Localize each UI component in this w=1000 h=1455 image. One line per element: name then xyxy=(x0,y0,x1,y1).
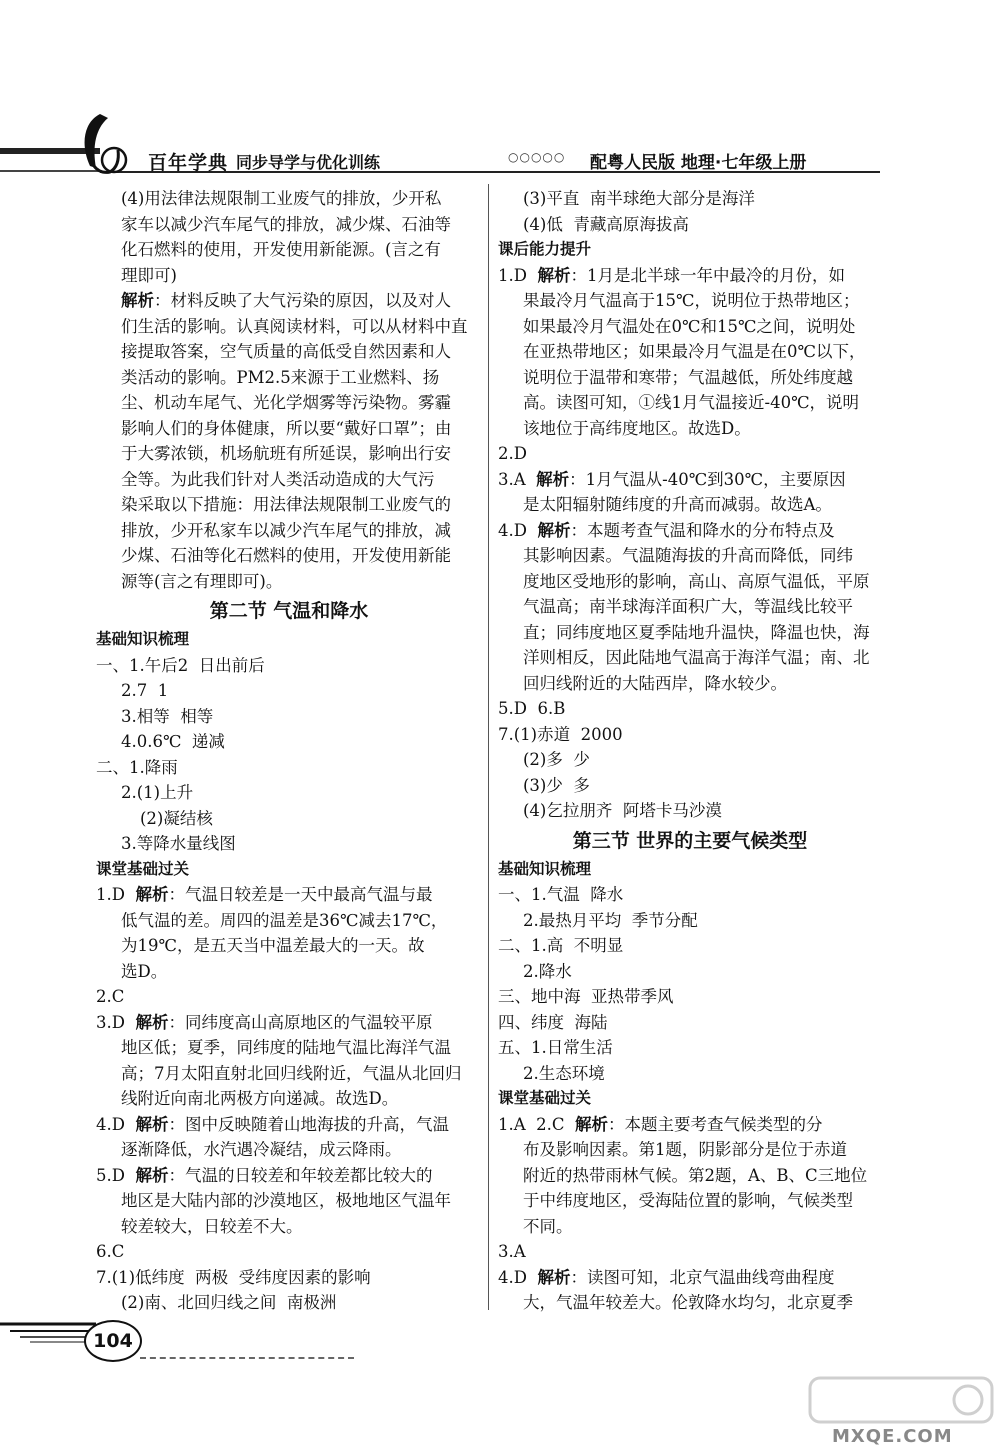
text-line: (4)用法律法规限制工业废气的排放，少开私 xyxy=(121,189,442,208)
text-line: 五、1.日常生活 xyxy=(498,1038,613,1057)
answer-prefix: 3.A xyxy=(498,469,537,489)
text-line: 是太阳辐射随纬度的升高而减弱。故选A。 xyxy=(523,495,832,514)
text-line: 如果最冷月气温处在0℃和15℃之间，说明处 xyxy=(523,316,856,336)
answer-prefix: 1.D xyxy=(96,885,136,904)
line-text: ：气温的日较差和年较差都比较大的 xyxy=(168,1165,433,1185)
section-heading: 第三节 世界的主要气候类型 xyxy=(572,829,808,852)
feather-logo-icon xyxy=(70,110,130,180)
text-line: 该地位于高纬度地区。故选D。 xyxy=(523,418,751,438)
analysis-label: 解析 xyxy=(537,265,571,285)
text-line: 2.生态环境 xyxy=(523,1063,605,1083)
text-line: 化石燃料的使用，开发使用新能源。(言之有 xyxy=(121,240,441,259)
subsection-heading: 课后能力提升 xyxy=(498,240,592,258)
line-text: ：本题考查气温和降水的分布特点及 xyxy=(570,520,835,540)
text-line: 四、纬度 海陆 xyxy=(498,1012,608,1032)
footer-dashed-line xyxy=(140,1357,354,1359)
text-line: 于中纬度地区，受海陆位置的影响，气候类型 xyxy=(523,1191,853,1210)
text-line: (3)少 多 xyxy=(523,775,590,795)
text-line: (3)平直 南半球绝大部分是海洋 xyxy=(523,189,755,208)
text-line: (2)多 少 xyxy=(523,750,590,769)
page-number: 104 xyxy=(84,1320,142,1362)
answer-prefix: 4.D xyxy=(498,520,538,540)
subsection-heading: 基础知识梳理 xyxy=(498,859,592,878)
text-line: 3.A xyxy=(498,1242,526,1261)
answer-prefix: 5.D xyxy=(96,1165,136,1185)
text-line: 于大雾浓锁，机场航班有所延误，影响出行安 xyxy=(121,444,451,463)
text-line: 源等(言之有理即可)。 xyxy=(121,571,283,591)
text-line: 2.C xyxy=(96,987,125,1006)
text-line: (4)乞拉朋齐 阿塔卡马沙漠 xyxy=(523,801,722,820)
text-line xyxy=(498,467,882,493)
right-column xyxy=(498,186,882,1316)
text-line: 全等。为此我们针对人类活动造成的大气污 xyxy=(121,469,435,489)
text-line: 5.D 6.B xyxy=(498,699,566,718)
analysis-label: 解析 xyxy=(537,1267,571,1287)
text-line: (2)凝结核 xyxy=(140,808,213,828)
text-line: 排放，少开私家车以减少汽车尾气的排放，减 xyxy=(121,520,451,540)
analysis-label: 解析 xyxy=(135,1114,169,1134)
subsection-heading: 课堂基础过关 xyxy=(96,859,190,878)
text-line xyxy=(96,1010,482,1036)
text-line: 2.D xyxy=(498,444,527,463)
line-text: ：气温日较差是一天中最高气温与最 xyxy=(168,885,433,904)
subsection-heading: 基础知识梳理 xyxy=(96,630,190,648)
line-text: ：1月是北半球一年中最冷的月份，如 xyxy=(570,265,845,285)
text-line xyxy=(498,1265,882,1291)
text-line: 布及影响因素。第1题，阴影部分是位于赤道 xyxy=(523,1140,847,1159)
text-line: 度地区受地形的影响，高山、高原气温低，平原 xyxy=(523,571,870,591)
section-heading: 第二节 气温和降水 xyxy=(209,600,369,622)
line-text: ：读图可知，北京气温曲线弯曲程度 xyxy=(570,1267,835,1287)
analysis-label: 解析 xyxy=(536,469,570,489)
text-line: 说明位于温带和寒带；气温越低，所处纬度越 xyxy=(523,367,853,387)
text-line: 附近的热带雨林气候。第2题，A、B、C三地位 xyxy=(523,1165,868,1185)
text-line: 较差较大，日较差不大。 xyxy=(121,1216,303,1236)
text-line: 高；7月太阳直射北回归线附近，气温从北回归 xyxy=(121,1063,462,1083)
line-text: ：本题主要考查气候类型的分 xyxy=(608,1114,823,1134)
answer-prefix: 3.D xyxy=(96,1012,136,1032)
answer-prefix: 4.D xyxy=(498,1267,538,1287)
text-line: 为19℃，是五天当中温差最大的一天。故 xyxy=(121,936,425,955)
analysis-label: 解析 xyxy=(135,885,169,904)
text-line: 不同。 xyxy=(523,1216,573,1236)
text-line xyxy=(498,1112,882,1138)
line-text: ：同纬度高山高原地区的气温较平原 xyxy=(168,1012,433,1032)
text-line: 2.(1)上升 xyxy=(121,783,194,802)
header-subtitle: 同步导学与优化训练 xyxy=(236,153,381,172)
text-line: 类活动的影响。PM2.5来源于工业燃料、扬 xyxy=(121,367,440,387)
text-line: 7.(1)赤道 2000 xyxy=(498,724,623,744)
text-line: (2)南、北回归线之间 南极洲 xyxy=(121,1293,337,1312)
text-line xyxy=(96,882,482,908)
text-line: 地区是大陆内部的沙漠地区，极地地区气温年 xyxy=(121,1191,451,1210)
text-line: 逐渐降低，水汽遇冷凝结，成云降雨。 xyxy=(121,1140,402,1159)
text-line: 6.C xyxy=(96,1242,125,1261)
header-dots: ○○○○○ xyxy=(508,150,566,164)
text-line: 2.降水 xyxy=(523,961,572,981)
text-line: 选D。 xyxy=(121,961,168,981)
text-line: 少煤、石油等化石燃料的使用，开发使用新能 xyxy=(121,546,451,565)
text-line xyxy=(498,518,882,544)
text-line: 其影响因素。气温随海拔的升高而降低，同纬 xyxy=(523,546,853,565)
line-text: ：1月气温从-40℃到30℃，主要原因 xyxy=(569,469,846,489)
answer-prefix: 1.D xyxy=(498,265,538,285)
text-line: 2.7 1 xyxy=(121,681,169,700)
text-line: 影响人们的身体健康，所以要“戴好口罩”；由 xyxy=(121,418,452,438)
analysis-label: 解析 xyxy=(575,1114,609,1134)
text-line: 3.相等 相等 xyxy=(121,706,214,726)
text-line: 回归线附近的大陆西岸，降水较少。 xyxy=(523,673,787,693)
text-line: 4.0.6℃ 递减 xyxy=(121,732,225,751)
text-line: 二、1.降雨 xyxy=(96,757,178,777)
text-line: 气温高；南半球海洋面积广大，等温线比较平 xyxy=(523,597,853,616)
analysis-label: 解析 xyxy=(135,1012,169,1032)
text-line: 低气温的差。周四的温差是36℃减去17℃， xyxy=(121,910,448,930)
text-line: 二、1.高 不明显 xyxy=(498,936,624,955)
header-brand: 百年学典 xyxy=(148,152,229,174)
text-line: 3.等降水量线图 xyxy=(121,834,236,853)
analysis-label: 解析 xyxy=(121,291,154,310)
text-line: 洋则相反，因此陆地气温高于海洋气温；南、北 xyxy=(523,648,870,667)
text-line: 果最冷月气温高于15℃，说明位于热带地区； xyxy=(523,291,860,310)
text-line: 一、1.午后2 日出前后 xyxy=(96,655,265,675)
text-line: 尘、机动车尾气、光化学烟雾等污染物。雾霾 xyxy=(121,393,451,412)
text-line: 染采取以下措施：用法律法规限制工业废气的 xyxy=(121,495,451,514)
watermark-text: MXQE.COM xyxy=(832,1426,953,1447)
text-line: 理即可) xyxy=(121,265,177,285)
line-text: ：材料反映了大气污染的原因，以及对人 xyxy=(154,291,451,310)
analysis-label: 解析 xyxy=(537,520,571,540)
text-line: 们生活的影响。认真阅读材料，可以从材料中直 xyxy=(121,316,468,336)
text-line: 一、1.气温 降水 xyxy=(498,885,624,904)
column-divider xyxy=(488,184,489,1310)
text-line: 地区低；夏季，同纬度的陆地气温比海洋气温 xyxy=(121,1038,451,1057)
text-line: 高。读图可知，①线1月气温接近-40℃，说明 xyxy=(523,393,860,412)
text-line: 三、地中海 亚热带季风 xyxy=(498,987,674,1006)
text-line: 大，气温年较差大。伦敦降水均匀，北京夏季 xyxy=(523,1293,853,1312)
text-line: 线附近向南北两极方向递减。故选D。 xyxy=(121,1089,399,1108)
text-line xyxy=(96,288,482,314)
text-line: (4)低 青藏高原海拔高 xyxy=(523,214,689,234)
text-line: 直；同纬度地区夏季陆地升温快，降温也快，海 xyxy=(523,622,870,642)
answer-prefix: 1.A 2.C xyxy=(498,1114,576,1134)
text-line: 在亚热带地区；如果最冷月气温是在0℃以下， xyxy=(523,342,866,361)
answer-prefix: 4.D xyxy=(96,1114,136,1134)
text-line xyxy=(498,263,882,289)
text-line: 2.最热月平均 季节分配 xyxy=(523,910,698,930)
text-line xyxy=(96,1163,482,1189)
subsection-heading: 课堂基础过关 xyxy=(498,1089,592,1107)
text-line: 7.(1)低纬度 两极 受纬度因素的影响 xyxy=(96,1267,371,1287)
analysis-label: 解析 xyxy=(135,1165,169,1185)
left-column xyxy=(96,186,482,1316)
header-edition: 配粤人民版 地理·七年级上册 xyxy=(590,153,807,173)
line-text: ：图中反映随着山地海拔的升高，气温 xyxy=(168,1114,449,1134)
text-line: 接提取答案，空气质量的高低受自然因素和人 xyxy=(121,342,451,361)
text-line: 家车以减少汽车尾气的排放，减少煤、石油等 xyxy=(121,214,451,234)
text-line xyxy=(96,1112,482,1138)
